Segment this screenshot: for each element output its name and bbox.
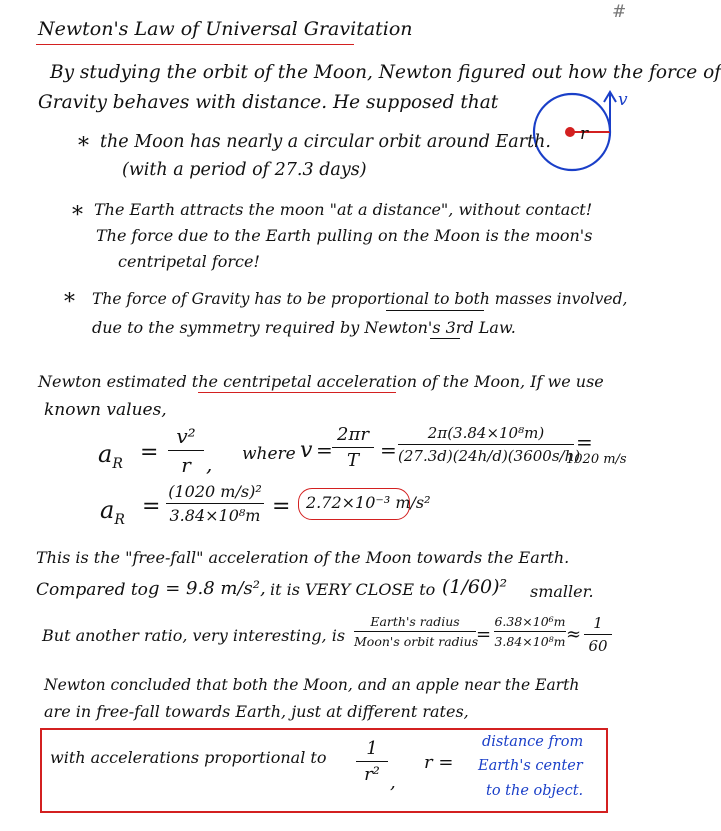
- conclusion-line-2: are in free-fall towards Earth, just at different rates,: [44, 702, 469, 721]
- assumption-1-line-2: (with a period of 27.3 days): [122, 160, 367, 180]
- box-comma: ,: [390, 772, 396, 793]
- approx-symbol: ≈: [566, 624, 582, 645]
- v-symbol: v: [300, 438, 313, 463]
- freefall-line-1: This is the "free-fall" acceleration of the Moon towards the Earth.: [36, 548, 570, 567]
- ratio-equals: =: [476, 624, 492, 645]
- page-title: Newton's Law of Universal Gravitation: [38, 18, 413, 40]
- aR-symbol-2: $a_R$: [100, 496, 125, 528]
- bullet-3: *: [64, 290, 75, 315]
- assumption-2-line-3: centripetal force!: [118, 252, 260, 271]
- conclusion-line-1: Newton concluded that both the Moon, and an apple near the Earth: [44, 676, 580, 694]
- r-definition-1: distance from: [482, 734, 584, 750]
- page-number: #: [612, 2, 627, 22]
- velocity-numeric-fraction: 2π(3.84×10⁸m) (27.3d)(24h/d)(3600s/h): [398, 424, 581, 465]
- equals-6: =: [272, 494, 291, 519]
- one-sixtieth-squared: (1/60)²: [442, 576, 508, 598]
- bullet-1: *: [78, 134, 89, 159]
- assumption-2-line-1: The Earth attracts the moon "at a distance", without contact!: [94, 200, 593, 219]
- radius-ratio-words: Earth's radius Moon's orbit radius: [354, 614, 479, 649]
- intro-line-1: By studying the orbit of the Moon, Newton figured out how the force of: [50, 62, 721, 83]
- one-over-sixty: 1 60: [584, 614, 612, 655]
- assumption-1-line-1: the Moon has nearly a circular orbit around Earth.: [100, 132, 551, 152]
- equals-3: =: [380, 438, 397, 462]
- where-word: where: [242, 444, 296, 464]
- compared-to: Compared to: [36, 580, 148, 600]
- estimate-line-1: Newton estimated the centripetal acceleration of the Moon, If we use: [38, 372, 604, 391]
- r-definition-2: Earth's center: [478, 758, 583, 774]
- equals-5: =: [142, 494, 161, 519]
- smaller-word: smaller.: [530, 582, 594, 601]
- assumption-3-line-2: due to the symmetry required by Newton's 3rd Law.: [92, 318, 516, 337]
- velocity-label: v: [618, 90, 628, 110]
- one-over-r-squared: 1 r²: [356, 738, 388, 785]
- g-value: g = 9.8 m/s²,: [148, 578, 266, 599]
- acceleration-result: 2.72×10⁻³ m/s²: [306, 493, 431, 512]
- both-masses-underline: [386, 310, 484, 311]
- velocity-result-value: 1020 m/s: [566, 452, 627, 467]
- acceleration-fraction: (1020 m/s)² 3.84×10⁸m: [166, 482, 264, 525]
- third-law-underline: [430, 338, 460, 339]
- very-close: it is VERY CLOSE to: [270, 580, 436, 599]
- assumption-3-line-1: The force of Gravity has to be proportional to both masses involved,: [92, 290, 628, 308]
- equals-2: =: [316, 438, 333, 462]
- aR-symbol-1: $a_R$: [98, 440, 123, 472]
- assumption-2-line-2: The force due to the Earth pulling on the Moon is the moon's: [96, 226, 593, 245]
- estimate-line-2: known values,: [44, 400, 167, 420]
- title-underline: [36, 44, 354, 45]
- equals-1: =: [140, 440, 159, 465]
- 2pir-over-T: 2πr T: [332, 424, 374, 471]
- equals-v-result: =: [576, 430, 593, 454]
- radius-label: r: [580, 124, 589, 144]
- bullet-2: *: [72, 203, 83, 228]
- another-ratio: But another ratio, very interesting, is: [42, 626, 346, 645]
- r-definition-3: to the object.: [486, 783, 584, 799]
- radius-ratio-values: 6.38×10⁶m 3.84×10⁸m: [494, 614, 566, 649]
- r-equals: r =: [424, 752, 454, 773]
- centripetal-underline: [198, 392, 396, 393]
- v2-over-r: v² r: [168, 424, 204, 477]
- proportional-text: with accelerations proportional to: [50, 748, 327, 767]
- comma-1: ,: [206, 452, 213, 476]
- intro-line-2: Gravity behaves with distance. He supposed that: [38, 92, 499, 113]
